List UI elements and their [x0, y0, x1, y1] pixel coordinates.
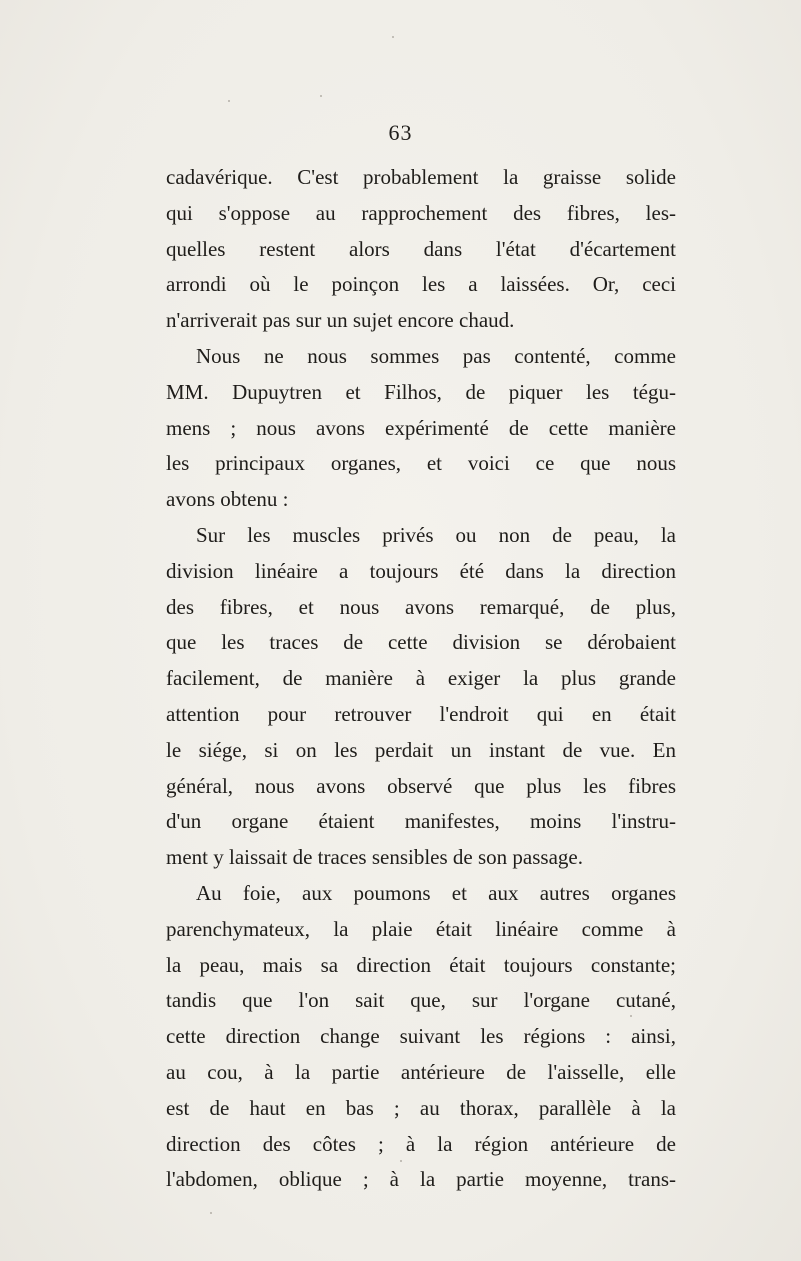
text-line: les principaux organes, et voici ce que nous: [166, 451, 676, 476]
text-line: Nous ne nous sommes pas contenté, comme: [196, 343, 676, 368]
paper-speck: [228, 100, 230, 102]
text-line: Sur les muscles privés ou non de peau, la: [196, 522, 676, 547]
text-line: général, nous avons observé que plus les fibres: [166, 773, 676, 798]
text-line: avons obtenu :: [166, 487, 289, 512]
paper-speck: [320, 95, 322, 97]
text-line: au cou, à la partie antérieure de l'aisselle, elle: [166, 1059, 676, 1084]
text-line: parenchymateux, la plaie était linéaire comme à: [166, 916, 676, 941]
text-line: n'arriverait pas sur un sujet encore chaud.: [166, 308, 515, 333]
text-line: arrondi où le poinçon les a laissées. Or, ceci: [166, 272, 676, 297]
text-line: des fibres, et nous avons remarqué, de plus,: [166, 594, 676, 619]
text-line: que les traces de cette division se dérobaient: [166, 630, 676, 655]
text-line: direction des côtes ; à la région antérieure de: [166, 1131, 676, 1156]
text-line: attention pour retrouver l'endroit qui en était: [166, 701, 676, 726]
page-number: 63: [388, 120, 413, 145]
text-line: quelles restent alors dans l'état d'écartement: [166, 236, 676, 261]
paper-speck: [392, 36, 394, 38]
text-line: la peau, mais sa direction était toujours constante;: [166, 952, 676, 977]
text-line: cadavérique. C'est probablement la graisse solide: [166, 165, 676, 189]
body-text: [166, 160, 676, 1198]
paper-speck: [210, 1212, 212, 1214]
text-line: est de haut en bas ; au thorax, parallèle à la: [166, 1095, 676, 1120]
text-line: cette direction change suivant les régions : ainsi,: [166, 1024, 676, 1049]
text-line: tandis que l'on sait que, sur l'organe cutané,: [166, 988, 676, 1013]
text-line: qui s'oppose au rapprochement des fibres, les-: [166, 200, 676, 225]
text-line: Au foie, aux poumons et aux autres organes: [196, 880, 676, 905]
text-line: mens ; nous avons expérimenté de cette manière: [166, 415, 676, 440]
text-line: facilement, de manière à exiger la plus grande: [166, 666, 676, 691]
text-line: le siége, si on les perdait un instant de vue. En: [166, 737, 676, 762]
text-line: division linéaire a toujours été dans la direction: [166, 558, 676, 583]
text-line: ment y laissait de traces sensibles de son passage.: [166, 845, 583, 870]
text-line: MM. Dupuytren et Filhos, de piquer les tégu-: [166, 379, 676, 404]
paper-speck: [630, 1015, 632, 1017]
text-line: d'un organe étaient manifestes, moins l'instru-: [166, 809, 676, 834]
text-line: l'abdomen, oblique ; à la partie moyenne, trans-: [166, 1167, 676, 1192]
paper-speck: [400, 1160, 402, 1162]
